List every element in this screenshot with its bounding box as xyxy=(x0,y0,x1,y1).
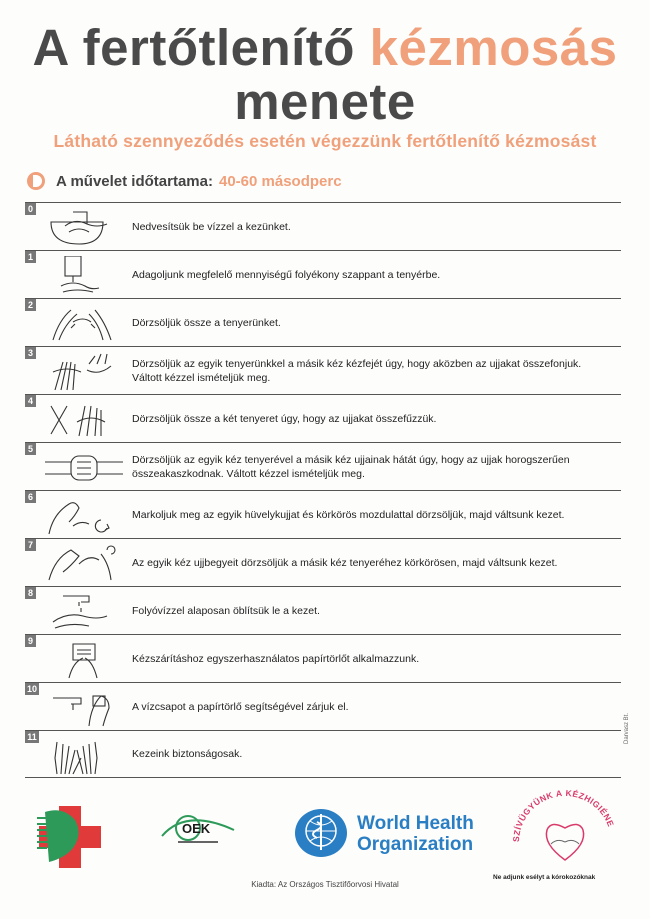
title-accent: kézmosás xyxy=(369,19,618,76)
step-number: 7 xyxy=(25,539,36,551)
step-row xyxy=(25,298,621,346)
oek-logo xyxy=(158,806,238,851)
clean-hands-icon xyxy=(43,736,125,776)
wet-hands-icon xyxy=(43,208,125,248)
campaign-arc-text: SZÍVÜGYÜNK A KÉZHIGIÉNE xyxy=(510,787,617,843)
page-title-line1 xyxy=(0,20,650,76)
subtitle: Látható szennyeződés esetén végezzünk fertőtlenítő kézmosást xyxy=(53,131,597,151)
campaign-subtitle: Ne adjunk esélyt a kórokozóknak xyxy=(493,874,596,881)
step-number: 1 xyxy=(25,251,36,263)
who-name xyxy=(357,813,474,855)
thumb-rub-icon xyxy=(43,496,125,536)
title-part1: A fertőtlenítő xyxy=(32,19,355,76)
back-of-hand-rub-icon xyxy=(43,352,125,392)
step-number: 5 xyxy=(25,443,36,455)
step-row xyxy=(25,730,621,778)
campaign-logo xyxy=(505,782,625,879)
step-row xyxy=(25,442,621,490)
fingertip-rub-icon xyxy=(43,544,125,584)
step-number: 9 xyxy=(25,635,36,647)
step-row xyxy=(25,346,621,394)
step-text: A vízcsapot a papírtörlő segítségével zárjuk el. xyxy=(132,700,349,713)
step-row xyxy=(25,202,621,250)
step-text: Az egyik kéz ujjbegyeit dörzsöljük a másik kéz tenyeréhez körkörösen, majd váltsunk kezet. xyxy=(132,556,558,569)
step-text: Nedvesítsük be vízzel a kezünket. xyxy=(132,220,291,233)
interlaced-fingers-icon xyxy=(43,400,125,440)
paper-towel-dry-icon xyxy=(43,640,125,680)
who-emblem-icon xyxy=(290,806,352,865)
health-cross-logo xyxy=(35,806,105,873)
step-text: Dörzsöljük össze a tenyerünket. xyxy=(132,316,281,329)
side-note: Darvasz Bt. xyxy=(624,712,630,744)
step-number: 6 xyxy=(25,491,36,503)
step-row xyxy=(25,538,621,586)
step-text: Dörzsöljük az egyik tenyerünkkel a másik kéz kézfejét úgy, hogy aközben az ujjakat összefonjuk. Váltott kézzel ismételjük meg. xyxy=(132,357,582,384)
duration-value: 40-60 másodperc xyxy=(218,172,342,190)
step-text: Kézszárításhoz egyszerhasználatos papírtörlőt alkalmazzunk. xyxy=(132,652,420,665)
step-number: 4 xyxy=(25,395,36,407)
step-number: 2 xyxy=(25,299,36,311)
clock-icon xyxy=(27,172,45,190)
steps-list xyxy=(25,202,621,778)
rinse-hands-icon xyxy=(43,592,125,632)
step-row xyxy=(25,682,621,730)
step-text: Adagoljunk megfelelő mennyiségű folyékony szappant a tenyérbe. xyxy=(132,268,441,281)
step-text: Kezeink biztonságosak. xyxy=(132,748,243,760)
step-row xyxy=(25,394,621,442)
duration-label: A művelet időtartama: xyxy=(56,172,213,190)
oek-text: OEK xyxy=(182,821,211,836)
interlocked-fingers-icon xyxy=(43,448,125,488)
step-number: 8 xyxy=(25,587,36,599)
who-line2: Organization xyxy=(357,834,474,855)
close-tap-icon xyxy=(43,688,125,728)
step-text: Dörzsöljük össze a két tenyeret úgy, hogy az ujjakat összefűzzük. xyxy=(132,412,437,425)
duration-row xyxy=(27,170,342,192)
who-line1: World Health xyxy=(357,813,474,834)
palm-rub-icon xyxy=(43,304,125,344)
svg-text:SZÍVÜGYÜNK A KÉZHIGIÉNE xyxy=(511,788,616,842)
step-row xyxy=(25,490,621,538)
step-number: 0 xyxy=(25,203,36,215)
step-number: 11 xyxy=(25,731,39,743)
step-row xyxy=(25,250,621,298)
step-number: 10 xyxy=(26,684,37,694)
step-row xyxy=(25,586,621,634)
step-text: Markoljuk meg az egyik hüvelykujjat és körkörös mozdulattal dörzsöljük, majd váltsunk kezet. xyxy=(132,508,565,521)
step-text: Folyóvízzel alaposan öblítsük le a kezet. xyxy=(132,604,320,617)
soap-dispenser-icon xyxy=(43,256,125,296)
step-row xyxy=(25,634,621,682)
step-number: 3 xyxy=(25,347,36,359)
step-text: Dörzsöljük az egyik kéz tenyerével a másik kéz ujjainak hátát úgy, hogy az ujjak horogszerűen összeakaszkodnak. Váltott kézzel ismételjük meg. xyxy=(132,453,570,480)
page-title-line2: menete xyxy=(234,73,416,130)
footer-publisher: Kiadta: Az Országos Tisztifőorvosi Hivatal xyxy=(251,880,399,889)
